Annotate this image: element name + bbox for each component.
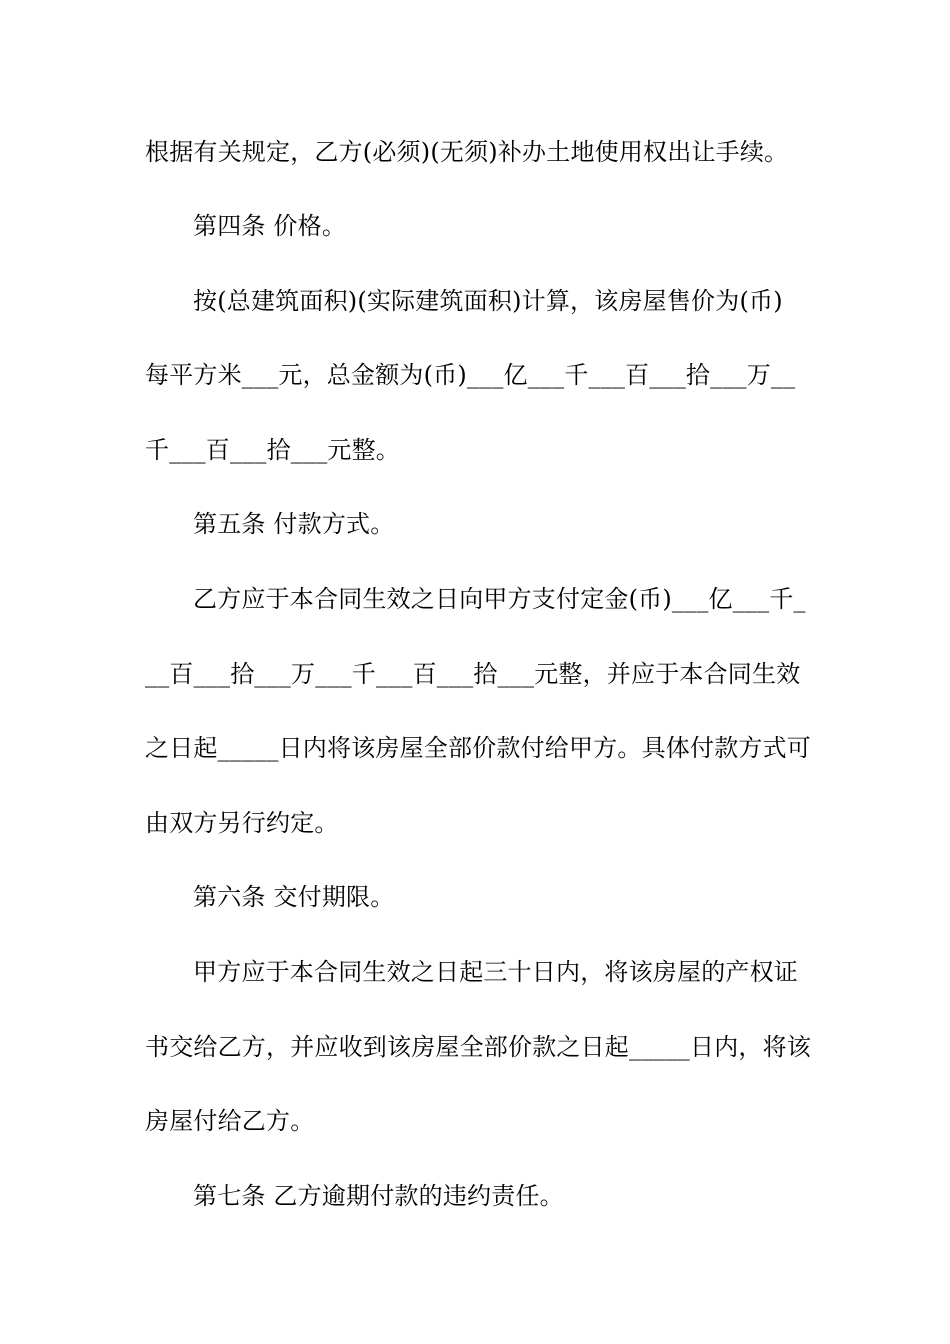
payment-paragraph-line-3: 之日起_____日内将该房屋全部价款付给甲方。具体付款方式可 — [145, 734, 811, 762]
delivery-paragraph-line-3: 房屋付给乙方。 — [145, 1107, 315, 1135]
payment-paragraph-line-2: __百___拾___万___千___百___拾___元整，并应于本合同生效 — [145, 660, 801, 688]
price-paragraph-line-1: 按(总建筑面积)(实际建筑面积)计算，该房屋售价为(币) — [193, 287, 783, 315]
article-7-heading: 第七条 乙方逾期付款的违约责任。 — [193, 1182, 564, 1210]
paragraph-land-use-procedure: 根据有关规定，乙方(必须)(无须)补办土地使用权出让手续。 — [145, 138, 789, 166]
price-paragraph-line-2: 每平方米___元，总金额为(币)___亿___千___百___拾___万__ — [145, 361, 796, 389]
payment-paragraph-line-1: 乙方应于本合同生效之日向甲方支付定金(币)___亿___千_ — [193, 585, 806, 613]
article-5-heading: 第五条 付款方式。 — [193, 510, 395, 538]
article-6-heading: 第六条 交付期限。 — [193, 883, 395, 911]
article-4-heading: 第四条 价格。 — [193, 212, 347, 240]
price-paragraph-line-3: 千___百___拾___元整。 — [145, 436, 400, 464]
delivery-paragraph-line-2: 书交给乙方，并应收到该房屋全部价款之日起_____日内，将该 — [145, 1033, 811, 1061]
delivery-paragraph-line-1: 甲方应于本合同生效之日起三十日内，将该房屋的产权证 — [193, 958, 798, 986]
payment-paragraph-line-4: 由双方另行约定。 — [145, 809, 339, 837]
